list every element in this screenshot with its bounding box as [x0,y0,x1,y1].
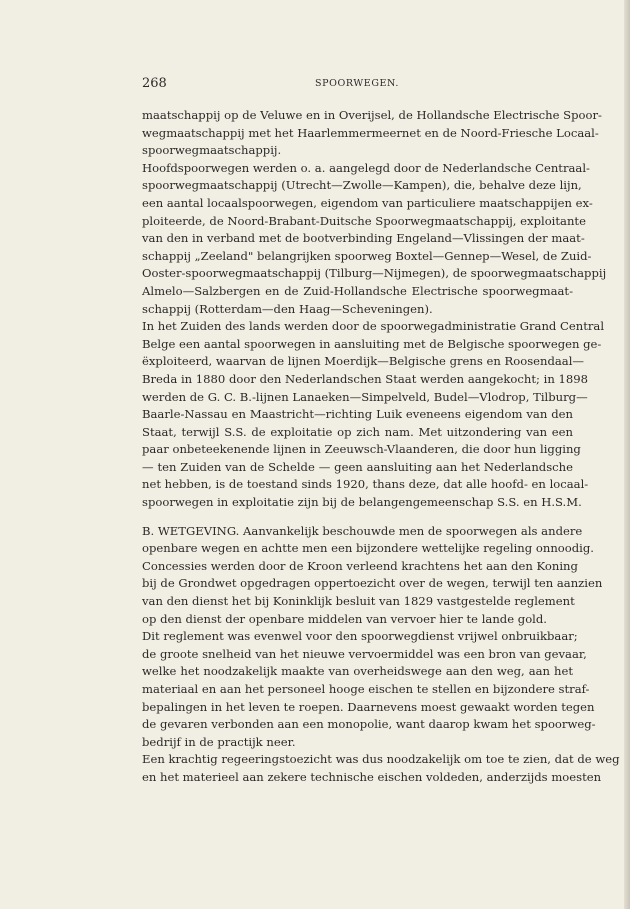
body-text [142,107,620,787]
text-line: Ooster-spoorwegmaatschappij (Tilburg—Nijmegen), de spoorwegmaatschappij [142,266,607,281]
page-edge [624,0,630,909]
paragraph [142,318,605,512]
text-line: welke het noodzakelijk maakte van overheidswege aan den weg, aan het [142,664,573,679]
text-line: werden de G. C. B.-lijnen Lanaeken—Simpelveld, Budel—Vlodrop, Tilburg— [142,389,588,404]
text-line: een aantal locaalspoorwegen, eigendom van particuliere maatschappijen ex- [142,195,593,210]
paragraph [142,628,596,751]
paragraph [142,751,620,786]
running-title: SPOORWEGEN. [315,78,399,89]
text-line: spoorwegmaatschappij. [142,143,282,158]
text-line: bij de Grondwet opgedragen oppertoezicht over de wegen, terwijl ten aanzien [142,576,603,591]
text-line: In het Zuiden des lands werden door de spoorwegadministratie Grand Central [142,319,605,334]
text-line: wegmaatschappij met het Haarlemmermeernet en de Noord-Friesche Locaal- [142,125,599,140]
text-line: Een krachtig regeeringstoezicht was dus noodzakelijk om toe te zien, dat de weg [142,752,620,767]
text-line: ëxploiteerd, waarvan de lijnen Moerdijk—Belgische grens en Roosendaal— [142,354,585,369]
text-line: Concessies werden door de Kroon verleend krachtens het aan den Koning [142,558,578,573]
page-number: 268 [142,76,167,91]
text-line: Hoofdspoorwegen werden o. a. aangelegd door de Nederlandsche Centraal- [142,160,590,175]
text-line: van den in verband met de bootverbinding Engeland—Vlissingen der maat- [142,231,585,246]
text-line: — ten Zuiden van de Schelde — geen aansluiting aan het Nederlandsche [142,459,573,474]
text-line: en het materieel aan zekere technische eischen voldeden, anderzijds moesten [142,769,602,784]
text-line: bedrijf in de practijk neer. [142,734,296,749]
paragraph [142,107,602,160]
text-line: materiaal en aan het personeel hooge eischen te stellen en bijzondere straf- [142,682,590,696]
text-line: van den dienst het bij Koninklijk besluit van 1829 vastgestelde reglement [142,594,575,609]
text-line: maatschappij op de Veluwe en in Overijsel, de Hollandsche Electrische Spoor- [142,108,602,122]
paragraph [142,160,607,318]
text-line: Baarle-Nassau en Maastricht—richting Luik eveneens eigendom van den [142,407,573,422]
text-line: ploiteerde, de Noord-Brabant-Duitsche Spoorwegmaatschappij, exploitante [142,213,586,228]
text-line: Belge een aantal spoorwegen in aansluiting met de Belgische spoorwegen ge- [142,336,602,351]
text-line: Dit reglement was evenwel voor den spoorwegdienst vrijwel onbruikbaar; [142,629,578,644]
text-line: B. WETGEVING. Aanvankelijk beschouwde men de spoorwegen als andere [142,523,583,538]
text-line: net hebben, is de toestand sinds 1920, thans deze, dat alle hoofd- en locaal- [142,477,589,492]
text-line: schappij (Rotterdam—den Haag—Scheveningen). [142,301,433,316]
text-line: Almelo—Salzbergen en de Zuid-Hollandsche Electrische spoorwegmaat- [142,283,573,298]
paragraph [142,523,603,629]
text-line: op den dienst der openbare middelen van vervoer hier te lande gold. [142,611,547,626]
text-line: bepalingen in het leven te roepen. Daarnevens moest gewaakt worden tegen [142,699,595,714]
page-header [142,76,572,94]
section-gap [142,512,573,523]
text-line: schappij „Zeeland" belangrijken spoorweg Boxtel—Gennep—Wesel, de Zuid- [142,248,592,263]
text-line: de gevaren verbonden aan een monopolie, want daarop kwam het spoorweg- [142,717,596,732]
text-line: de groote snelheid van het nieuwe vervoermiddel was een bron van gevaar, [142,646,587,661]
text-line: openbare wegen en achtte men een bijzondere wettelijke regeling onnoodig. [142,541,594,556]
text-line: Breda in 1880 door den Nederlandschen Staat werden aangekocht; in 1898 [142,371,588,386]
text-line: spoorwegen in exploitatie zijn bij de belangengemeenschap S.S. en H.S.M. [142,495,582,510]
text-line: Staat, terwijl S.S. de exploitatie op zich nam. Met uitzondering van een [142,424,573,439]
text-line: paar onbeteekenende lijnen in Zeeuwsch-Vlaanderen, die door hun ligging [142,442,581,457]
text-line: spoorwegmaatschappij (Utrecht—Zwolle—Kampen), die, behalve deze lijn, [142,178,582,193]
